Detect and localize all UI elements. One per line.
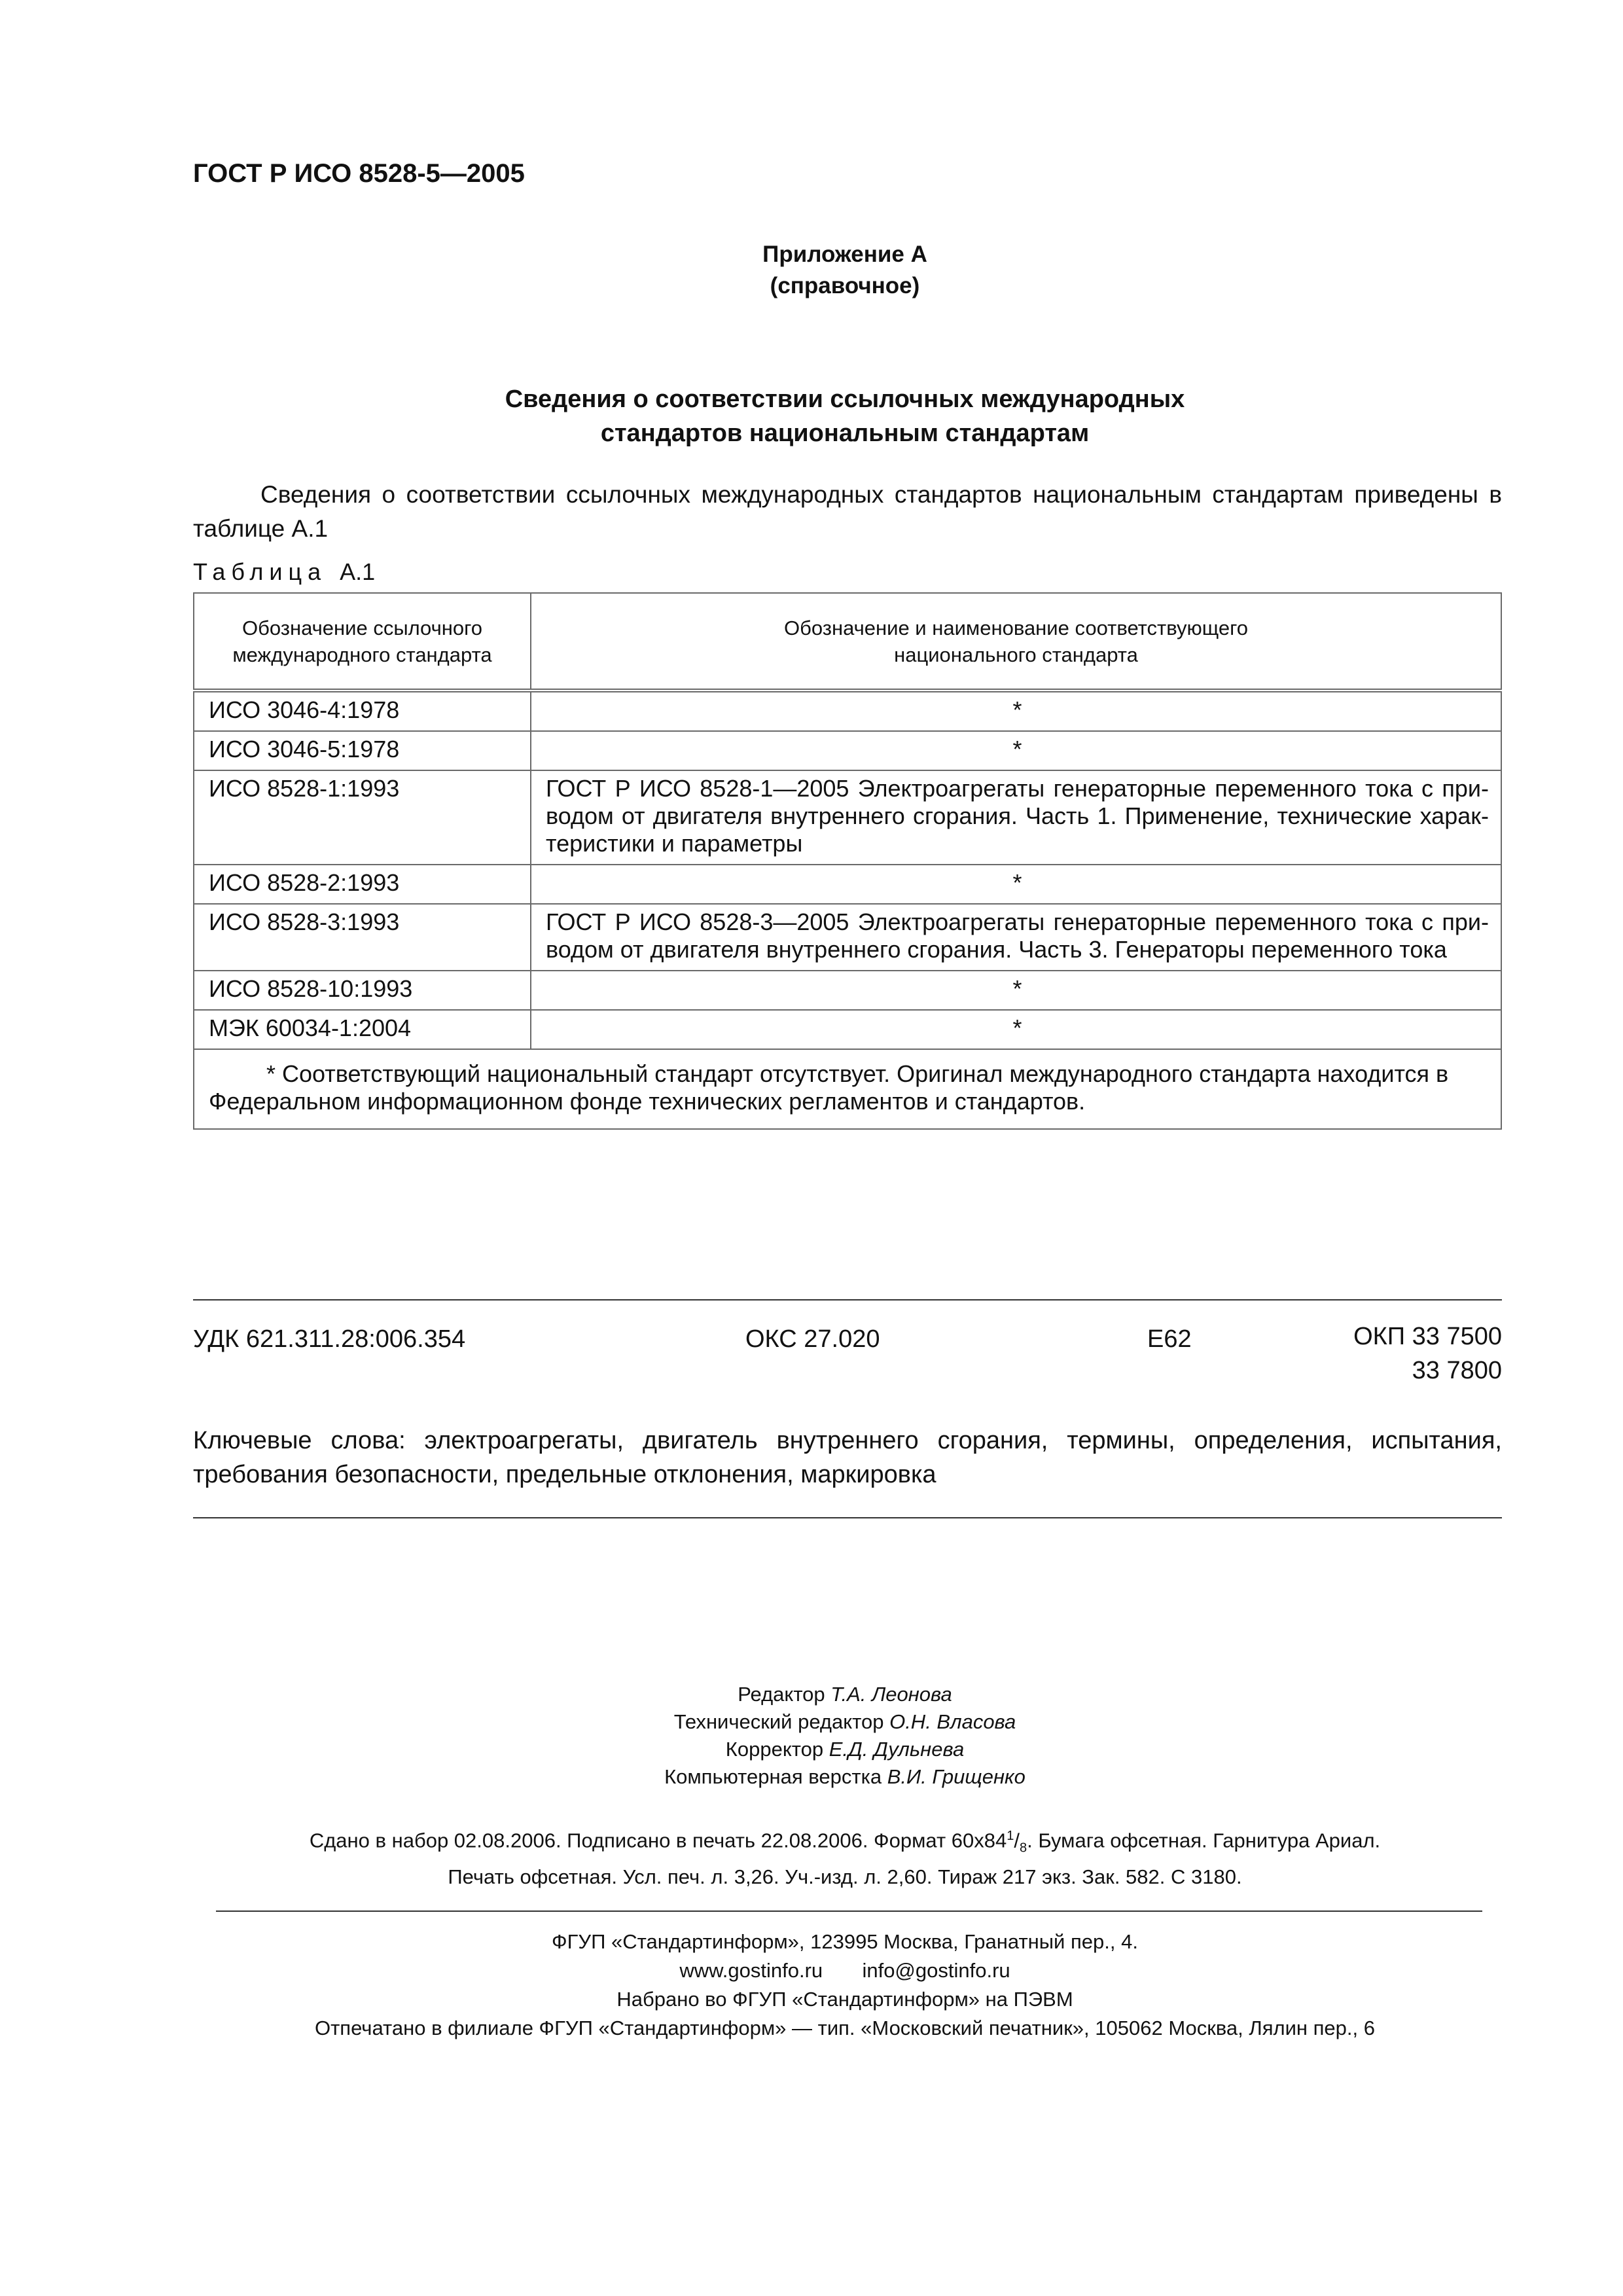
section-title-line1: Сведения о соответствии ссылочных международных [505, 386, 1185, 413]
document-header: ГОСТ Р ИСО 8528-5—2005 [193, 159, 525, 188]
intl-standard-cell: ИСО 8528-10:1993 [194, 971, 531, 1010]
publisher-address: ФГУП «Стандартинформ», 123995 Москва, Гранатный пер., 4. [552, 1930, 1138, 1953]
udk-code: УДК 621.311.28:006.354 [193, 1325, 466, 1353]
credit-proofreader [0, 1736, 1623, 1763]
national-standard-cell: * [531, 731, 1501, 770]
national-standard-cell: * [531, 691, 1501, 731]
table-caption-number: А.1 [340, 558, 376, 585]
credit-name: Т.А. Леонова [830, 1683, 952, 1706]
print-info-line2: Печать офсетная. Усл. печ. л. 3,26. Уч.-изд. л. 2,60. Тираж 217 экз. Зак. 582. С 3180. [448, 1865, 1242, 1888]
print-info-line1-b: . Бумага офсетная. Гарнитура Ариал. [1027, 1829, 1381, 1852]
reference-standards-table [193, 592, 1502, 1130]
format-fraction-denominator: 8 [1020, 1840, 1027, 1856]
divider-top [193, 1299, 1502, 1300]
national-standard-cell: * [531, 1010, 1501, 1049]
header-national-standard [531, 593, 1501, 691]
section-title-line2: стандартов национальным стандартам [600, 420, 1090, 447]
appendix-status: (справочное) [770, 273, 920, 298]
table-row [194, 865, 1501, 904]
publisher-email: info@gostinfo.ru [862, 1959, 1010, 1982]
intro-paragraph: Сведения о соответствии ссылочных международных стандартов национальным стандартам приведены в таблице А.1 [193, 481, 1502, 542]
okp-line2: 33 7800 [1412, 1357, 1502, 1384]
credit-role: Корректор [725, 1738, 824, 1761]
divider-bottom [193, 1517, 1502, 1518]
group-code: Е62 [1147, 1325, 1192, 1353]
credit-editor [0, 1681, 1623, 1708]
header-intl-standard [194, 593, 531, 691]
header-national-line1: Обозначение и наименование соответствующего [783, 616, 1249, 639]
intl-standard-cell: МЭК 60034-1:2004 [194, 1010, 531, 1049]
appendix-title: Приложение А [762, 242, 927, 267]
national-standard-cell: * [531, 971, 1501, 1010]
header-national-line2: национального стандарта [894, 643, 1138, 666]
national-standard-cell: ГОСТ Р ИСО 8528-1—2005 Электроагрегаты генераторные переменного тока с приводом от двигателя внутреннего сгорания. Часть 1. Применение, технические характеристики и параметры [531, 770, 1501, 865]
credit-role: Редактор [738, 1683, 825, 1706]
intl-standard-cell: ИСО 8528-3:1993 [194, 904, 531, 971]
table-row [194, 1010, 1501, 1049]
table-row [194, 770, 1501, 865]
table-footnote-row [194, 1049, 1501, 1129]
credit-layout [0, 1763, 1623, 1791]
table-row [194, 731, 1501, 770]
national-standard-cell: ГОСТ Р ИСО 8528-3—2005 Электроагрегаты генераторные переменного тока с приводом от двигателя внутреннего сгорания. Часть 3. Генераторы переменного тока [531, 904, 1501, 971]
print-info [0, 1821, 1623, 1892]
publisher-info [0, 1928, 1623, 2043]
publisher-contacts [0, 1956, 1623, 1985]
credits [0, 1681, 1623, 1791]
print-info-line1-a: Сдано в набор 02.08.2006. Подписано в печать 22.08.2006. Формат 60x84 [309, 1829, 1007, 1852]
credit-name: О.Н. Власова [889, 1710, 1016, 1733]
format-fraction-numerator: 1 [1007, 1829, 1014, 1843]
intl-standard-cell: ИСО 8528-1:1993 [194, 770, 531, 865]
intl-standard-cell: ИСО 3046-4:1978 [194, 691, 531, 731]
header-intl-line1: Обозначение ссылочного [242, 616, 482, 639]
intl-standard-cell: ИСО 8528-2:1993 [194, 865, 531, 904]
divider-publisher [216, 1910, 1482, 1912]
credit-name: В.И. Грищенко [887, 1765, 1026, 1788]
okp-line1: ОКП 33 7500 [1353, 1323, 1502, 1350]
national-standard-cell: * [531, 865, 1501, 904]
credit-role: Компьютерная верстка [664, 1765, 882, 1788]
credit-tech-editor [0, 1708, 1623, 1736]
table-row [194, 971, 1501, 1010]
table-caption [193, 558, 375, 586]
header-intl-line2: международного стандарта [232, 643, 492, 666]
table-row [194, 904, 1501, 971]
table-caption-word: Таблица [193, 558, 327, 585]
print-info-line1: Сдано в набор 02.08.2006. Подписано в печать 22.08.2006. Формат $60x84^1/_8$. Бумага офсетная. Гарнитура Ариал. [309, 1829, 1381, 1856]
credit-name: Е.Д. Дульнева [829, 1738, 965, 1761]
table-header-row [194, 593, 1501, 691]
publisher-typeset: Набрано во ФГУП «Стандартинформ» на ПЭВМ [616, 1988, 1073, 2011]
appendix-heading [0, 239, 1623, 302]
publisher-printed: Отпечатано в филиале ФГУП «Стандартинформ» — тип. «Московский печатник», 105062 Москва, Лялин пер., 6 [314, 2017, 1375, 2039]
keywords: Ключевые слова: электроагрегаты, двигатель внутреннего сгорания, термины, определения, испытания, требования безопасности, предельные отклонения, маркировка [193, 1427, 1502, 1488]
okp-code [1243, 1319, 1502, 1388]
credit-role: Технический редактор [673, 1710, 884, 1733]
section-title [0, 382, 1623, 450]
oks-code: ОКС 27.020 [745, 1325, 880, 1353]
table-footnote: * Соответствующий национальный стандарт отсутствует. Оригинал международного стандарта находится в Федеральном информационном фонде технических регламентов и стандартов. [194, 1049, 1501, 1129]
table-row [194, 691, 1501, 731]
publisher-website: www.gostinfo.ru [679, 1959, 823, 1982]
intl-standard-cell: ИСО 3046-5:1978 [194, 731, 531, 770]
